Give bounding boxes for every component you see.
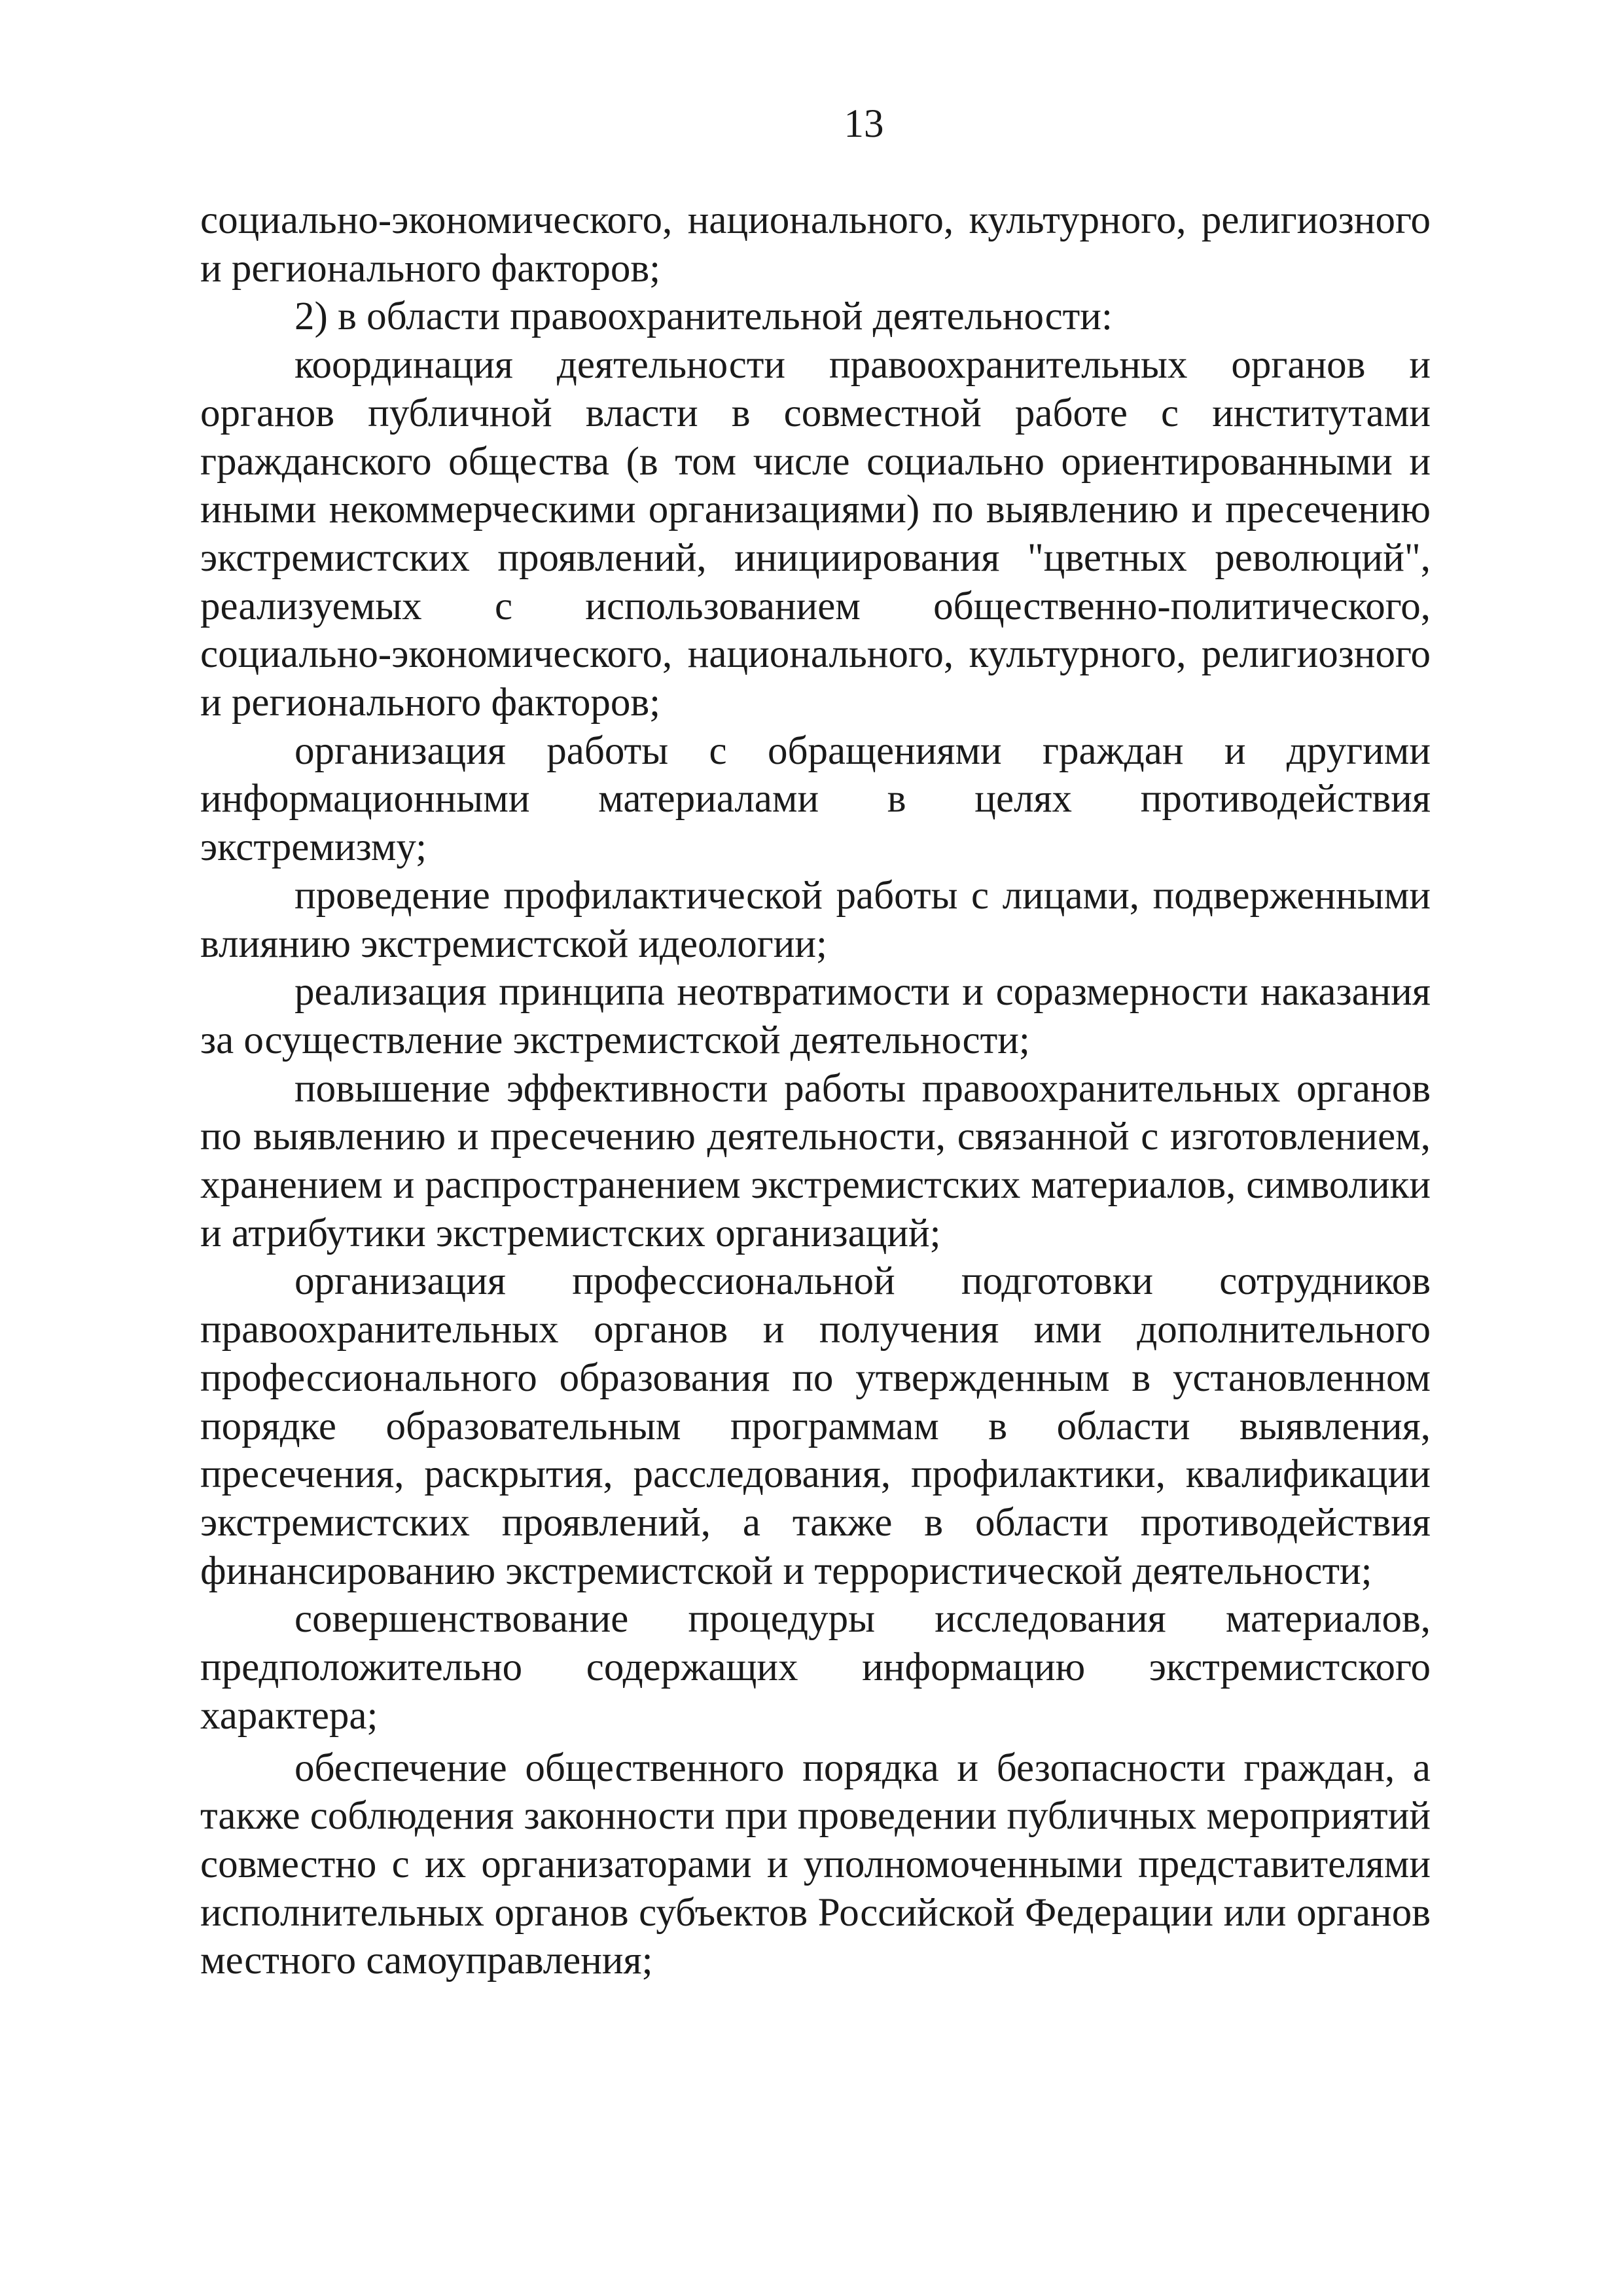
paragraph-6: реализация принципа неотвратимости и соразмерности наказания за осуществление экстремистской деятельности;: [200, 970, 1431, 1062]
paragraph-2: 2) в области правоохранительной деятельности:: [294, 295, 1113, 339]
paragraph-3: координация деятельности правоохранительных органов и органов публичной власти в совместной работе с институтами гражданского общества (в том числе социально ориентированными и иными некоммерческими организациями) по выявлению и пресечению экстремистских проявлений, инициирования "цветных революций", реализуемых с использованием общественно-политического, социально-экономического, национального, культурного, религиозного и регионального факторов;: [200, 343, 1431, 725]
paragraph-7: повышение эффективности работы правоохранительных органов по выявлению и пресечению деятельности, связанной с изготовлением, хранением и распространением экстремистских материалов, символики и атрибутики экстремистских организаций;: [200, 1066, 1431, 1255]
paragraph-4: организация работы с обращениями граждан и другими информационными материалами в целях противодействия экстремизму;: [200, 728, 1431, 870]
paragraph-8: организация профессиональной подготовки сотрудников правоохранительных органов и получения ими дополнительного профессионального образования по утвержденным в установленном порядке образовательным программам в области выявления, пресечения, раскрытия, расследования, профилактики, квалификации экстремистских проявлений, а также в области противодействия финансированию экстремистской и террористической деятельности;: [200, 1259, 1431, 1593]
paragraph-9: совершенствование процедуры исследования материалов, предположительно содержащих информацию экстремистского характера;: [200, 1597, 1431, 1738]
paragraph-5: проведение профилактической работы с лицами, подверженными влиянию экстремистской идеологии;: [200, 873, 1431, 966]
paragraph-10: обеспечение общественного порядка и безопасности граждан, а также соблюдения законности при проведении публичных мероприятий совместно с их организаторами и уполномоченными представителями исполнительных органов субъектов Российской Федерации или органов местного самоуправления;: [200, 1746, 1431, 1983]
paragraph-1: социально-экономического, национального, культурного, религиозного и регионального факторов;: [200, 198, 1431, 291]
document-body: [200, 196, 1431, 1985]
page-number: 13: [844, 102, 884, 146]
